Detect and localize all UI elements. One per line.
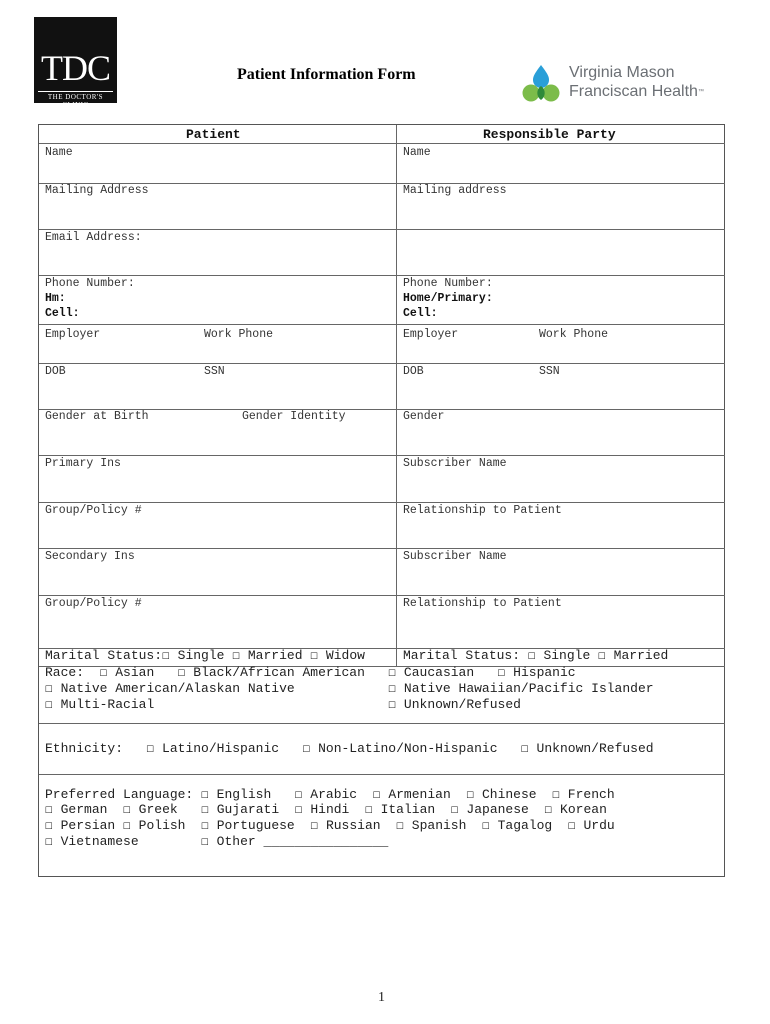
primary-ins-field[interactable]: Primary Ins [45, 457, 121, 470]
vmfh-mark-icon [521, 62, 567, 106]
patient-ssn-field[interactable]: SSN [204, 365, 225, 378]
race-options-row-2[interactable]: ☐ Native American/Alaskan Native ☐ Native Hawaiian/Pacific Islander [45, 681, 654, 696]
logo-text: TDC [41, 48, 110, 88]
race-options-row-1[interactable]: Race: ☐ Asian ☐ Black/African American ☐ Caucasian ☐ Hispanic [45, 665, 576, 680]
rp-home-phone-field[interactable]: Home/Primary: [403, 292, 493, 305]
responsible-party-header: Responsible Party [483, 127, 616, 142]
subscriber-name-1-field[interactable]: Subscriber Name [403, 457, 507, 470]
subscriber-name-2-field[interactable]: Subscriber Name [403, 550, 507, 563]
patient-work-phone-field[interactable]: Work Phone [204, 328, 274, 341]
relationship-1-field[interactable]: Relationship to Patient [403, 504, 562, 517]
patient-name-field[interactable]: Name [45, 146, 73, 159]
patient-dob-field[interactable]: DOB [45, 365, 66, 378]
race-options-row-3[interactable]: ☐ Multi-Racial ☐ Unknown/Refused [45, 697, 521, 712]
rp-ssn-field[interactable]: SSN [539, 365, 560, 378]
patient-phone-label: Phone Number: [45, 277, 135, 290]
patient-gender-identity-field[interactable]: Gender Identity [242, 410, 346, 423]
page-title: Patient Information Form [237, 66, 416, 83]
rp-mailing-address-field[interactable]: Mailing address [403, 184, 507, 197]
relationship-2-field[interactable]: Relationship to Patient [403, 597, 562, 610]
rp-name-field[interactable]: Name [403, 146, 431, 159]
patient-home-phone-field[interactable]: Hm: [45, 292, 66, 305]
patient-information-form [38, 124, 725, 877]
group-policy-1-field[interactable]: Group/Policy # [45, 504, 142, 517]
patient-employer-field[interactable]: Employer [45, 328, 101, 341]
patient-cell-phone-field[interactable]: Cell: [45, 307, 80, 320]
language-options-row-2[interactable]: ☐ German ☐ Greek ☐ Gujarati ☐ Hindi ☐ Italian ☐ Japanese ☐ Korean [45, 802, 607, 817]
secondary-ins-field[interactable]: Secondary Ins [45, 550, 135, 563]
logo-subtext: THE DOCTOR'S CLINIC [38, 91, 113, 109]
ethnicity-options[interactable]: Ethnicity: ☐ Latino/Hispanic ☐ Non-Latino/Non-Hispanic ☐ Unknown/Refused [45, 741, 654, 756]
language-options-row-1[interactable]: Preferred Language: ☐ English ☐ Arabic ☐ Armenian ☐ Chinese ☐ French [45, 787, 615, 802]
page-number: 1 [378, 990, 385, 1005]
rp-employer-field[interactable]: Employer [403, 328, 459, 341]
rp-phone-label: Phone Number: [403, 277, 493, 290]
language-options-row-3[interactable]: ☐ Persian ☐ Polish ☐ Portuguese ☐ Russian ☐ Spanish ☐ Tagalog ☐ Urdu [45, 818, 615, 833]
patient-header: Patient [186, 127, 241, 142]
patient-mailing-address-field[interactable]: Mailing Address [45, 184, 149, 197]
rp-cell-phone-field[interactable]: Cell: [403, 307, 438, 320]
vmfh-logo [521, 62, 731, 106]
brand-line-2: Franciscan Health™ [569, 83, 704, 100]
patient-gender-at-birth-field[interactable]: Gender at Birth [45, 410, 149, 423]
rp-work-phone-field[interactable]: Work Phone [539, 328, 609, 341]
brand-line-1: Virginia Mason [569, 64, 675, 81]
rp-gender-field[interactable]: Gender [403, 410, 445, 423]
patient-email-field[interactable]: Email Address: [45, 231, 142, 244]
rp-dob-field[interactable]: DOB [403, 365, 424, 378]
group-policy-2-field[interactable]: Group/Policy # [45, 597, 142, 610]
language-options-row-4[interactable]: ☐ Vietnamese ☐ Other ________________ [45, 834, 389, 849]
tdc-logo [34, 17, 117, 109]
patient-marital-status[interactable]: Marital Status:☐ Single ☐ Married ☐ Widow [45, 648, 365, 663]
rp-marital-status[interactable]: Marital Status: ☐ Single ☐ Married [403, 648, 669, 663]
